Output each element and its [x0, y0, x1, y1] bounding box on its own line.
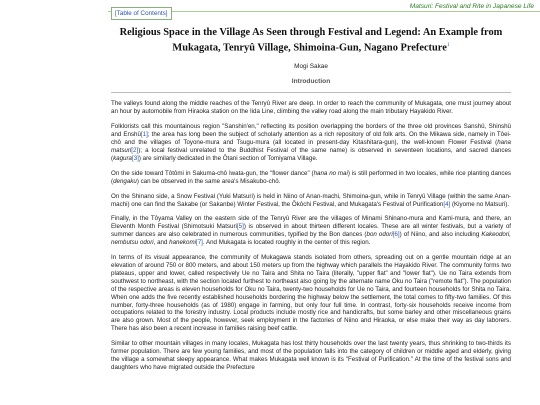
term: bon odori [366, 231, 393, 239]
text-run: ); a local festival unrelated to the Buddhist Festival of the same name) is observed in seventeen locations, and sacred dances ( [111, 147, 511, 162]
text-run: Folklorists call this mountainous region "Sanshin'en," reflecting its position overlapping the borders of the three old provinces Sanshû, Shinshû and Enshû [111, 123, 511, 139]
term: hanekomi [169, 239, 196, 247]
footnote-link[interactable]: [4] [443, 200, 451, 208]
footnote-link[interactable]: [5] [236, 223, 244, 231]
term: hana no mai [313, 169, 348, 177]
article-title-text: Religious Space in the Village As Seen through Festival and Legend: An Example from Mukagata, Tenryû Village, Shimoina-Gun, Nagano Prefecture [119, 27, 503, 54]
text-run: On the Shinano side, a Snow Festival (Yuki Matsuri) is held in Niino of Anan-machi, Shimoina-gun, while in Tenryû Village (within the same Anan-machi) one can find the Sakabe (or Sakanbe) Winter Festival, the Ôkôchi Festival, and Mukagata's Festival of Purification [111, 192, 511, 208]
author-name: Mogi Sakae [294, 63, 328, 71]
text-run: ) is observed in about thirteen different locales. These are all winter festivals, but a variety of summer dances are also celebrated in numerous communities, typified by the Bon dances ( [111, 223, 512, 239]
paragraph-4 [111, 193, 511, 209]
term: kagura [113, 154, 132, 162]
paragraph-2 [111, 123, 511, 163]
text-run: and [155, 239, 170, 247]
text-run: Finally, in the Tôyama Valley on the eastern side of the Tenryû River are the villages of Minami Shinano-mura and Kami-mura, and there, an Eleventh Month Festival (Shimotsuki Matsuri [111, 215, 511, 231]
term: Kakeodori, nembutsu odori, [111, 231, 511, 247]
series-title: Matsuri: Festival and Rite in Japanese Life [409, 3, 534, 10]
section-divider [111, 92, 511, 93]
header-rule [108, 11, 540, 12]
paragraph-1: The valleys found along the middle reaches of the Tenryû River are deep. In order to reach the community of Mukagata, one must journey about an hour by automobile from Hiraoka station on the Iida Line, climbing the valley road along the main tributary Hayakido River. [111, 100, 511, 116]
paragraph-7: Similar to other mountain villages in many locales, Mukagata has lost thirty households over the last twenty years, thus shrinking to two-thirds its former population. There are few young families, and most of the population falls into the category of children or middle aged and elderly, giving the village a somewhat sleepy appearance. What makes Mukagata well known is its "Festival of Purification." At the time of the festival sons and daughters who have migrated outside the Prefecture [111, 340, 511, 371]
text-run: ) are similarly dedicated in the Ôtani section of Tomiyama Village. [138, 154, 318, 162]
text-run: ) is still performed in two locales, while rice planting dances ( [111, 169, 511, 185]
article-title [111, 26, 511, 54]
footnote-link[interactable]: [1] [140, 131, 148, 139]
text-run: ) of Niino, and also including [399, 231, 482, 239]
section-heading: Introduction [291, 78, 331, 86]
paragraph-3 [111, 170, 511, 186]
footnote-link[interactable]: [7] [195, 239, 203, 247]
text-run: . And Mukagata is located roughly in the center of this region. [202, 239, 371, 247]
footnote-link[interactable]: [2] [131, 147, 139, 154]
paragraph-6: In terms of its visual appearance, the community of Mukagawa stands isolated from others, spreading out on a gentle mountain ridge at an elevation of around 750 or 800 meters, and about 150 meters up from the highway which parallels the Hayakido River. The community forms two plateaus, upper and lower, called respectively Ue no Taira and Shita no Taira (literally, "upper flat" and "lower flat"). Ue no Taira extends from southwest to northeast, with the section located furthest to northeast also going by the alternate name Oku no Taira ("remote flat"). The population of the respective areas is eleven households for Oku no Taira, twenty-two households for Ue no Taira, and fourteen households for Shita no Taira. When one adds the five recently established households bordering the highway below the settlement, the total comes to fifty-two families. Of this number, forty-three households (as of 1980) engage in farming, but only four full time. In contrast, forty-six households receive income from occupations related to the forestry industry. Local products include mostly rice and handicrafts, but some barley and other miscellaneous grains are also grown. Most of the people, however, seek employment in the factories of Niino and Hiraoka, or else make their way as day laborers. There has also been a recent increase in families raising beef cattle. [111, 254, 511, 333]
title-footnote-link[interactable]: 1 [446, 42, 450, 48]
text-run: ) can be observed in the same area's Misakubo-chô. [136, 177, 281, 185]
paragraph-5 [111, 215, 511, 247]
text-run: ; the area has long been the subject of scholarly attention as a rich repository of old folk arts. On the Mikawa side, namely in Tôei-chô and the villages of Toyone-mura and Tsugu-mura (all located in present-day Kitashitara-gun), the well-known Flower Festival ( [111, 131, 511, 147]
top-bar [0, 0, 540, 17]
term: hana matsuri [111, 139, 511, 154]
footnote-link[interactable]: [3] [131, 154, 139, 162]
term: dengaku [113, 177, 137, 185]
text-run: On the side toward Tôtômi in Sakuma-chô Iwata-gun, the "flower dance" ( [111, 169, 314, 177]
article [111, 26, 511, 372]
table-of-contents-link[interactable]: [Table of Contents] [111, 7, 172, 20]
text-run: (Kiyome no Matsuri). [450, 200, 510, 208]
footnote-link[interactable]: [6] [392, 231, 400, 239]
